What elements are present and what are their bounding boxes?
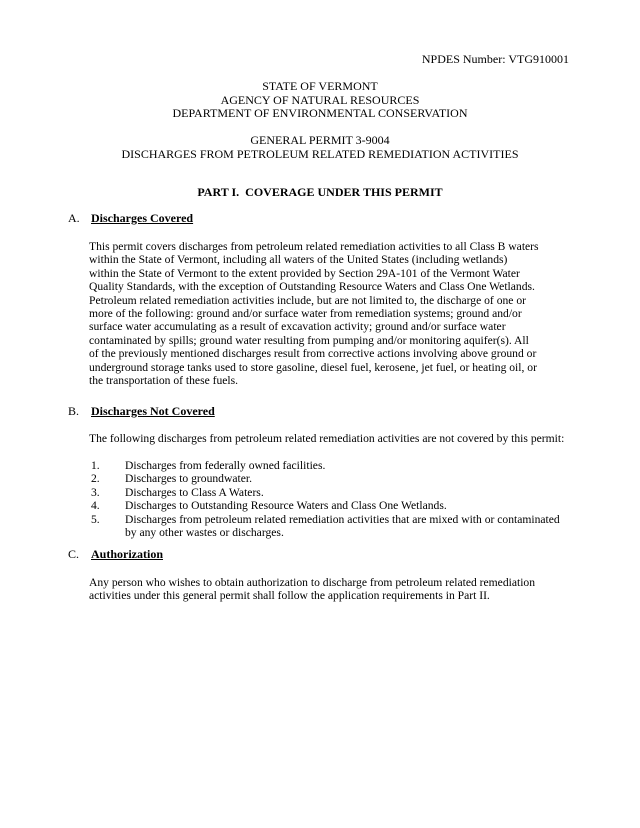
list-item (89, 472, 569, 485)
not-covered-list (89, 459, 569, 539)
section-c-heading (68, 548, 163, 561)
agency-header-line: AGENCY OF NATURAL RESOURCES (220, 92, 420, 107)
list-number: 5. (91, 512, 100, 526)
paragraph-line: Quality Standards, with the exception of Outstanding Resource Waters and Class One Wetlands. (89, 280, 535, 294)
paragraph-line: within the State of Vermont to the extent provided by Section 29A-101 of the Vermont Water (89, 266, 520, 280)
list-text: Discharges from federally owned facilities. (125, 459, 326, 472)
paragraph-line: contaminated by spills; ground water resulting from pumping and/or monitoring aquifer(s). All (89, 333, 529, 347)
agency-header (0, 80, 640, 121)
paragraph-line: within the State of Vermont, including all waters of the United States (including wetlands) (89, 253, 508, 267)
list-item (89, 499, 569, 512)
list-text: Discharges to groundwater. (125, 472, 252, 486)
section-c-paragraph (89, 576, 569, 603)
paragraph-line: of the previously mentioned discharges result from corrective actions involving above ground or (89, 347, 537, 361)
section-letter: B. (68, 404, 80, 418)
paragraph-line: the transportation of these fuels. (89, 374, 239, 388)
list-item (89, 459, 569, 472)
section-title: Discharges Not Covered (91, 404, 215, 418)
part-title: PART I. COVERAGE UNDER THIS PERMIT (197, 185, 443, 199)
paragraph-line: surface water accumulating as a result of excavation activity; ground and/or surface water (89, 320, 506, 334)
list-number: 2. (91, 472, 100, 486)
permit-header-line: DISCHARGES FROM PETROLEUM RELATED REMEDIATION ACTIVITIES (121, 146, 519, 161)
npdes-number: NPDES Number: VTG910001 (421, 52, 569, 66)
section-letter: C. (68, 547, 80, 561)
list-text: Discharges from petroleum related remediation activities that are mixed with or contaminated (125, 512, 560, 526)
section-b-heading (68, 405, 215, 418)
agency-header-line: STATE OF VERMONT (262, 79, 378, 93)
list-number: 1. (91, 459, 100, 472)
paragraph-line: underground storage tanks used to store gasoline, diesel fuel, kerosene, jet fuel, or heating oil, or (89, 360, 537, 374)
paragraph-line: activities under this general permit shall follow the application requirements in Part II. (89, 589, 490, 603)
list-item (89, 486, 569, 499)
section-b-intro: The following discharges from petroleum related remediation activities are not covered by this permit: (89, 432, 565, 445)
section-title: Authorization (91, 547, 163, 561)
list-number: 3. (91, 485, 100, 499)
paragraph-line: Any person who wishes to obtain authorization to discharge from petroleum related remediation (89, 576, 536, 589)
section-a-heading (68, 212, 193, 225)
permit-header (0, 134, 640, 161)
section-letter: A. (68, 211, 80, 225)
paragraph-line: more of the following: ground and/or surface water from remediation systems; ground and/or (89, 307, 522, 321)
permit-header-line: GENERAL PERMIT 3-9004 (250, 133, 390, 147)
section-a-paragraph (89, 240, 569, 387)
paragraph-line: This permit covers discharges from petroleum related remediation activities to all Class B waters (89, 240, 539, 253)
agency-header-line: DEPARTMENT OF ENVIRONMENTAL CONSERVATION (172, 106, 468, 121)
section-title: Discharges Covered (91, 211, 194, 225)
list-text: Discharges to Outstanding Resource Waters and Class One Wetlands. (125, 499, 447, 513)
paragraph-line: Petroleum related remediation activities include, but are not limited to, the discharge of one or (89, 293, 526, 307)
list-number: 4. (91, 499, 100, 513)
list-text: by any other wastes or discharges. (125, 526, 284, 540)
list-text: Discharges to Class A Waters. (125, 485, 264, 499)
list-item (89, 513, 569, 540)
